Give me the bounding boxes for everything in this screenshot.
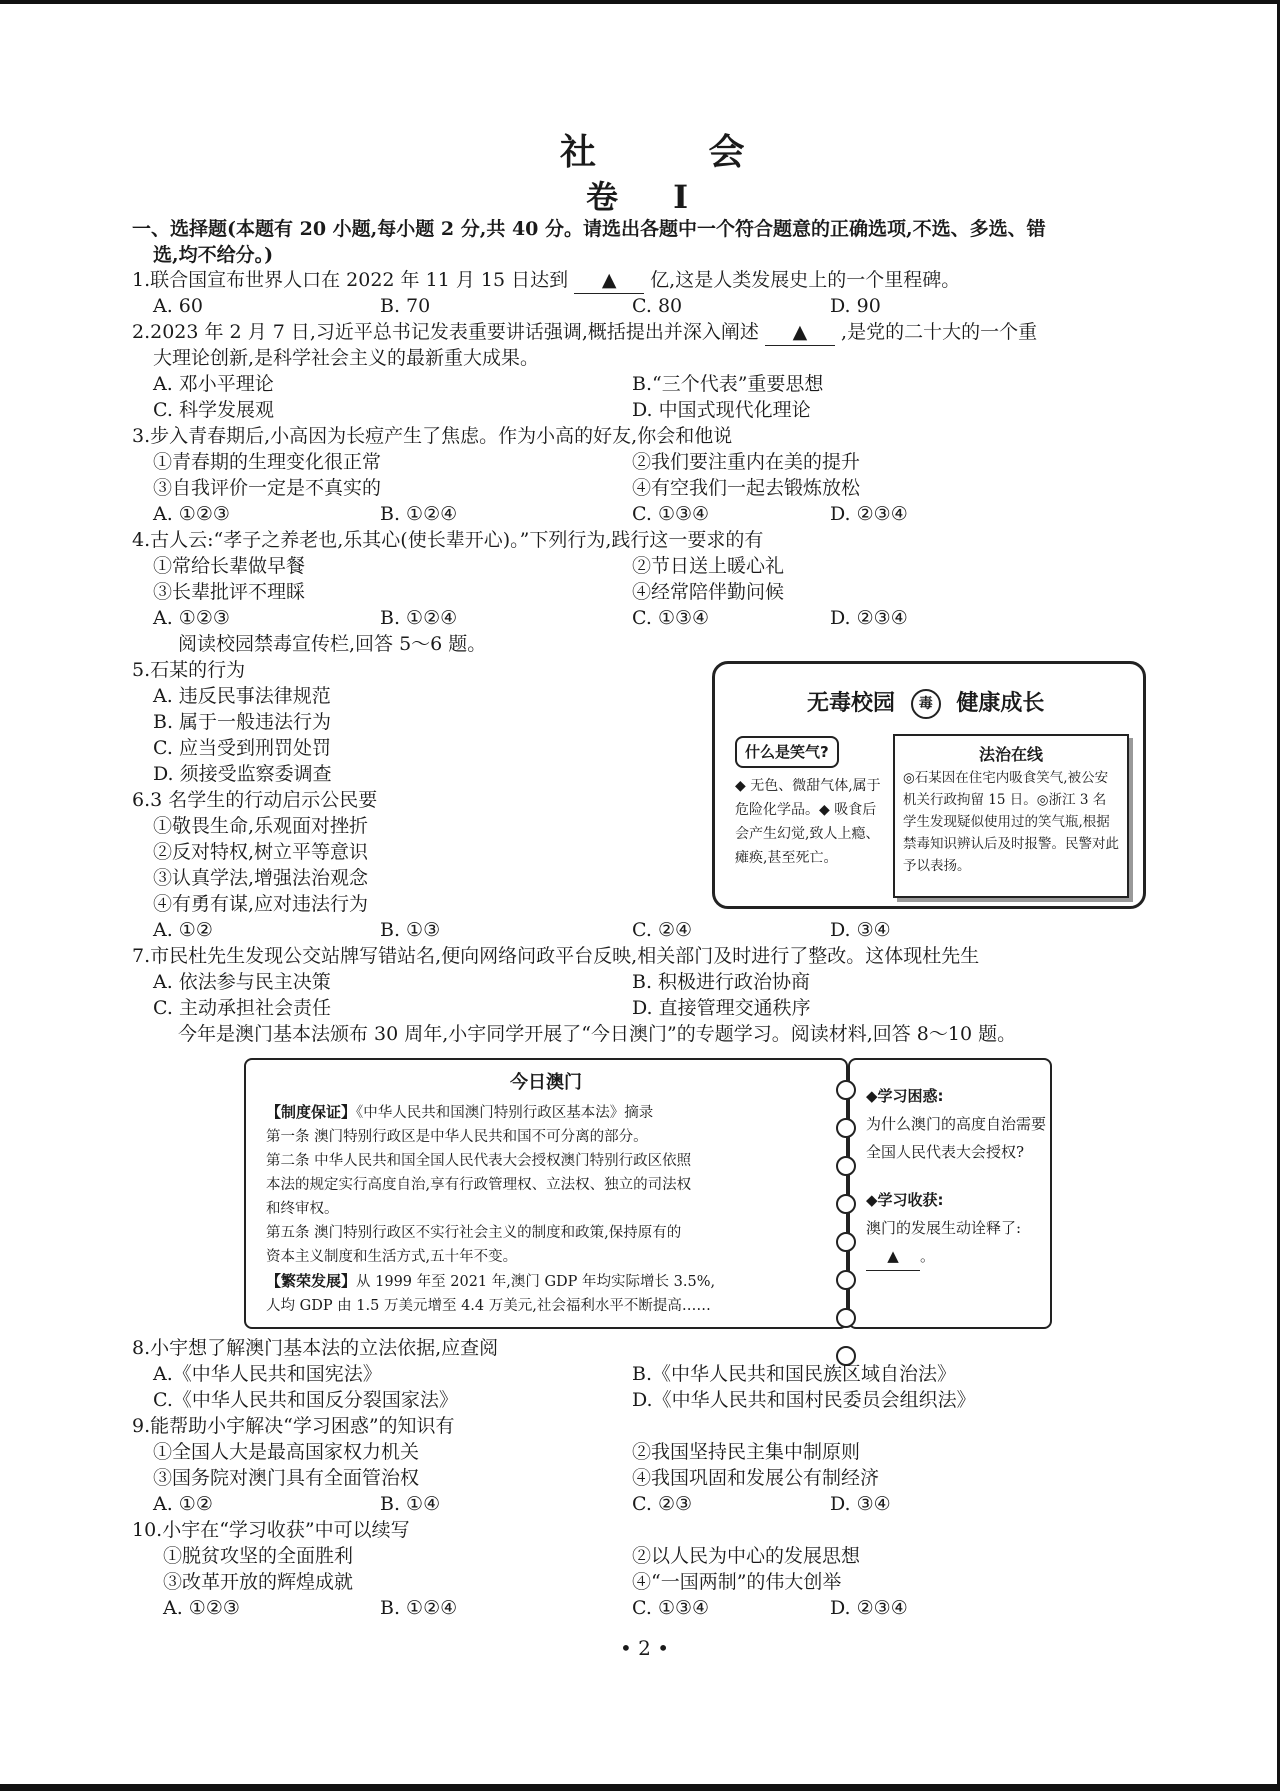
q9-option-b: B. ①④ [380, 1493, 441, 1515]
q4-statement-4: ④经常陪伴勤问候 [632, 581, 785, 603]
q4-option-c: C. ①③④ [632, 607, 710, 629]
q2-blank: ▲ [765, 319, 835, 346]
q3-option-c: C. ①③④ [632, 503, 710, 525]
q3-option-a: A. ①②③ [153, 503, 230, 525]
q9-statement-2: ②我国坚持民主集中制原则 [632, 1441, 861, 1463]
scan-border-top [0, 0, 1280, 4]
question-1-stem [132, 267, 960, 294]
question-7-stem: 7.市民杜先生发现公交站牌写错站名,便向网络问政平台反映,相关部门及时进行了整改。这体现杜先生 [132, 945, 980, 967]
poster-right-heading: 法治在线 [978, 745, 1043, 764]
poster-left-heading: 什么是笑气? [735, 736, 839, 768]
page-number: • 2 • [620, 1636, 670, 1660]
study-gain-label: 澳门的发展生动诠释了: [866, 1219, 1022, 1237]
macau-line-9: 人均 GDP 由 1.5 万美元增至 4.4 万美元,社会福利水平不断提高…… [266, 1298, 711, 1314]
instructions-line-1: 一、选择题(本题有 20 小题,每小题 2 分,共 40 分。请选出各题中一个符合题意的正确选项,不选、多选、错 [132, 218, 1046, 240]
q9-option-d: D. ③④ [830, 1493, 891, 1515]
q9-option-c: C. ②③ [632, 1493, 693, 1515]
question-8-stem: 8.小宇想了解澳门基本法的立法依据,应查阅 [132, 1337, 499, 1359]
q5-option-a: A. 违反民事法律规范 [153, 685, 331, 707]
macau-line-3: 第二条 中华人民共和国全国人民代表大会授权澳门特别行政区依照 [266, 1153, 692, 1169]
q3-option-b: B. ①②④ [380, 503, 458, 525]
q8-option-a: A.《中华人民共和国宪法》 [153, 1363, 382, 1385]
q6-statement-3: ③认真学法,增强法治观念 [153, 867, 369, 889]
q2-stem-b: ,是党的二十大的一个重 [841, 321, 1038, 343]
macau-line-2: 第一条 澳门特别行政区是中华人民共和国不可分离的部分。 [266, 1129, 648, 1145]
page-title: 社 会 [560, 131, 795, 173]
q6-option-b: B. ①③ [380, 919, 441, 941]
macau-box-body [266, 1100, 836, 1318]
macau-line-1: 《中华人民共和国澳门特别行政区基本法》摘录 [356, 1105, 654, 1121]
q4-option-a: A. ①②③ [153, 607, 230, 629]
q6-option-a: A. ①② [153, 919, 213, 941]
q6-statement-1: ①敬畏生命,乐观面对挫折 [153, 815, 369, 837]
q9-statement-3: ③国务院对澳门具有全面管治权 [153, 1467, 420, 1489]
q3-statement-1: ①青春期的生理变化很正常 [153, 451, 382, 473]
q10-option-c: C. ①③④ [632, 1597, 710, 1619]
q5-option-b: B. 属于一般违法行为 [153, 711, 332, 733]
tag-prosperity: 【繁荣发展】 [266, 1272, 357, 1290]
question-6-stem: 6.3 名学生的行动启示公民要 [132, 789, 378, 811]
q3-statement-3: ③自我评价一定是不真实的 [153, 477, 382, 499]
q3-option-d: D. ②③④ [830, 503, 908, 525]
poster-right-panel [893, 734, 1129, 898]
q8-option-c: C.《中华人民共和国反分裂国家法》 [153, 1389, 458, 1411]
q2-stem-line-2: 大理论创新,是科学社会主义的最新重大成果。 [153, 347, 540, 369]
q9-statement-4: ④我国巩固和发展公有制经济 [632, 1467, 880, 1489]
macau-line-5: 和终审权。 [266, 1201, 339, 1217]
question-10-stem: 10.小宇在“学习收获”中可以续写 [132, 1519, 410, 1541]
q4-statement-1: ①常给长辈做早餐 [153, 555, 306, 577]
q7-option-a: A. 依法参与民主决策 [153, 971, 331, 993]
macau-line-6: 第五条 澳门特别行政区不实行社会主义的制度和政策,保持原有的 [266, 1225, 682, 1241]
q7-option-b: B. 积极进行政治协商 [632, 971, 811, 993]
study-notes-card [848, 1058, 1052, 1329]
study-gain-end: 。 [920, 1247, 936, 1265]
q5-option-d: D. 须接受监察委调查 [153, 763, 332, 785]
section-title: 卷 Ⅰ [586, 178, 711, 216]
q3-statement-4: ④有空我们一起去锻炼放松 [632, 477, 861, 499]
macau-line-7: 资本主义制度和生活方式,五十年不变。 [266, 1249, 518, 1265]
q4-statement-2: ②节日送上暖心礼 [632, 555, 785, 577]
study-puzzle-heading: ◆学习困惑: [866, 1087, 944, 1105]
q4-statement-3: ③长辈批评不理睬 [153, 581, 306, 603]
drug-badge-icon: 毒 [911, 689, 941, 719]
poster-title [807, 686, 1044, 719]
poster-right-text: ◎石某因在住宅内吸食笑气,被公安机关行政拘留 15 日。◎浙江 3 名学生发现疑似使用过的笑气瓶,根据禁毒知识辨认后及时报警。民警对此予以表扬。 [903, 770, 1119, 874]
q1-stem-b: 亿,这是人类发展史上的一个里程碑。 [650, 269, 961, 291]
study-gain-heading: ◆学习收获: [866, 1191, 944, 1209]
question-9-stem: 9.能帮助小宇解决“学习困惑”的知识有 [132, 1415, 455, 1437]
macau-line-4: 本法的规定实行高度自治,享有行政管理权、立法权、独立的司法权 [266, 1177, 692, 1193]
reading-intro-8-10: 今年是澳门基本法颁布 30 周年,小宇同学开展了“今日澳门”的专题学习。阅读材料,回答 8～10 题。 [178, 1023, 1017, 1045]
q6-option-c: C. ②④ [632, 919, 693, 941]
question-4-stem: 4.古人云:“孝子之养老也,乐其心(使长辈开心)。”下列行为,践行这一要求的有 [132, 529, 764, 551]
q6-statement-2: ②反对特权,树立平等意识 [153, 841, 369, 863]
q10-statement-3: ③改革开放的辉煌成就 [163, 1571, 354, 1593]
q8-option-b: B.《中华人民共和国民族区域自治法》 [632, 1363, 957, 1385]
q2-option-a: A. 邓小平理论 [153, 373, 274, 395]
q3-statement-2: ②我们要注重内在美的提升 [632, 451, 861, 473]
binder-rings-icon [836, 1080, 860, 1320]
q2-option-c: C. 科学发展观 [153, 399, 274, 421]
q1-stem-a: 1.联合国宣布世界人口在 2022 年 11 月 15 日达到 [132, 269, 569, 291]
q7-option-c: C. 主动承担社会责任 [153, 997, 331, 1019]
question-3-stem: 3.步入青春期后,小高因为长痘产生了焦虑。作为小高的好友,你会和他说 [132, 425, 733, 447]
q2-option-b: B.“三个代表”重要思想 [632, 373, 824, 395]
q9-option-a: A. ①② [153, 1493, 213, 1515]
anti-drug-poster [712, 661, 1146, 909]
q7-option-d: D. 直接管理交通秩序 [632, 997, 811, 1019]
q5-option-c: C. 应当受到刑罚处罚 [153, 737, 331, 759]
q1-option-d: D. 90 [830, 295, 881, 317]
q1-option-a: A. 60 [153, 295, 203, 317]
q10-option-a: A. ①②③ [163, 1597, 240, 1619]
q10-statement-4: ④“一国两制”的伟大创举 [632, 1571, 842, 1593]
q1-blank: ▲ [574, 267, 644, 294]
scan-border-bottom [0, 1784, 1280, 1791]
poster-left-panel [735, 736, 885, 870]
question-5-stem: 5.石某的行为 [132, 659, 246, 681]
poster-left-text: ◆ 无色、微甜气体,属于危险化学品。◆ 吸食后会产生幻觉,致人上瘾、瘫痪,甚至死亡。 [735, 778, 881, 866]
q10-option-d: D. ②③④ [830, 1597, 908, 1619]
study-gain-blank: ▲ [866, 1242, 920, 1271]
instructions-line-2: 选,均不给分。) [153, 244, 274, 266]
reading-intro-5-6: 阅读校园禁毒宣传栏,回答 5～6 题。 [178, 633, 487, 655]
q4-option-b: B. ①②④ [380, 607, 458, 629]
q10-statement-1: ①脱贫攻坚的全面胜利 [163, 1545, 354, 1567]
q4-option-d: D. ②③④ [830, 607, 908, 629]
q1-option-c: C. 80 [632, 295, 683, 317]
q10-statement-2: ②以人民为中心的发展思想 [632, 1545, 861, 1567]
q10-option-b: B. ①②④ [380, 1597, 458, 1619]
study-gain-text [866, 1214, 1046, 1271]
study-puzzle-text: 为什么澳门的高度自治需要全国人民代表大会授权? [866, 1115, 1047, 1161]
macau-line-8: 从 1999 年至 2021 年,澳门 GDP 年均实际增长 3.5%, [356, 1274, 716, 1290]
macau-material-box [244, 1058, 848, 1329]
study-notes-body [866, 1082, 1046, 1271]
q8-option-d: D.《中华人民共和国村民委员会组织法》 [632, 1389, 976, 1411]
question-2-stem [132, 319, 1037, 346]
q6-statement-4: ④有勇有谋,应对违法行为 [153, 893, 369, 915]
poster-title-left: 无毒校园 [807, 690, 896, 716]
q6-option-d: D. ③④ [830, 919, 891, 941]
poster-title-right: 健康成长 [956, 690, 1045, 716]
q1-option-b: B. 70 [380, 295, 431, 317]
q2-option-d: D. 中国式现代化理论 [632, 399, 811, 421]
q2-stem-a: 2.2023 年 2 月 7 日,习近平总书记发表重要讲话强调,概括提出并深入阐述 [132, 321, 759, 343]
macau-box-heading: 今日澳门 [510, 1072, 582, 1093]
q9-statement-1: ①全国人大是最高国家权力机关 [153, 1441, 420, 1463]
tag-institutional-guarantee: 【制度保证】 [266, 1103, 357, 1121]
